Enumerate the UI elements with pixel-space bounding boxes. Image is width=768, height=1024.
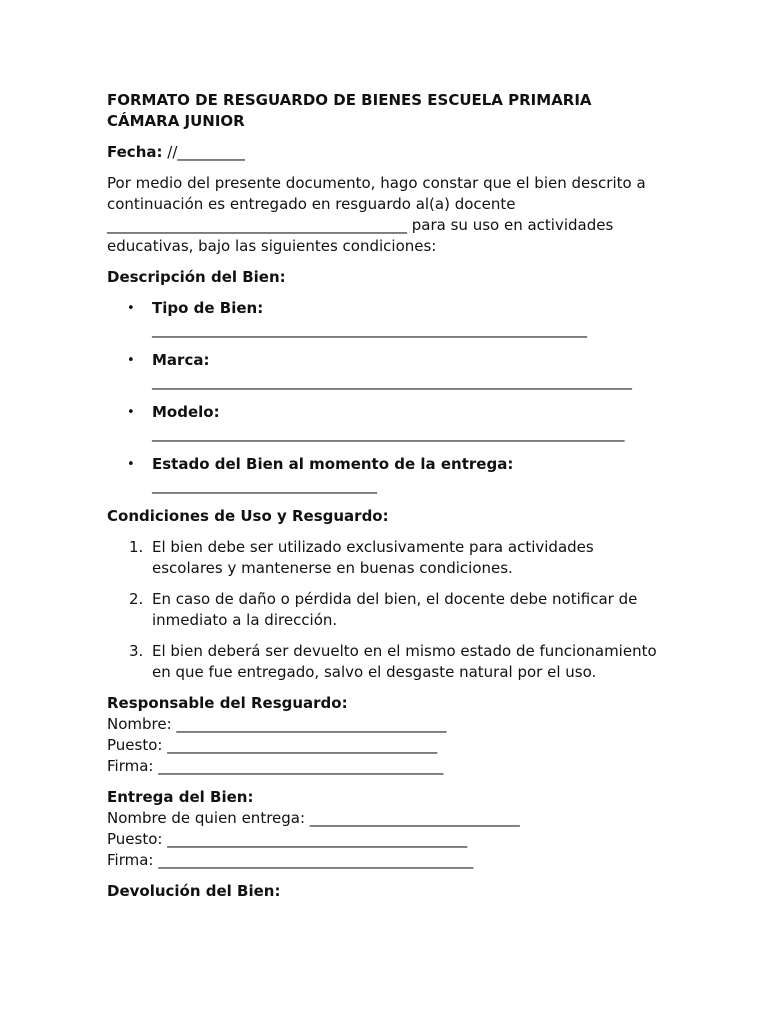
responsable-firma: Firma: ______________________________________ [107, 757, 444, 775]
item-number: 1. [129, 538, 144, 556]
intro-line: Por medio del presente documento, hago constar que el bien descrito a [107, 174, 646, 192]
intro-line: educativas, bajo las siguientes condiciones: [107, 237, 437, 255]
item-text: El bien debe ser utilizado exclusivamente para actividades [152, 538, 594, 556]
blank-field: ________________________________________________________________ [152, 372, 632, 390]
bullet-icon: • [127, 353, 135, 368]
bullet-icon: • [127, 301, 135, 316]
fecha-value: //_________ [162, 143, 245, 161]
item-text: El bien deberá ser devuelto en el mismo estado de funcionamiento [152, 642, 657, 660]
responsable-section [107, 693, 667, 777]
responsable-puesto: Puesto: ____________________________________ [107, 736, 438, 754]
item-text: En caso de daño o pérdida del bien, el docente debe notificar de [152, 590, 638, 608]
entrega-section [107, 787, 667, 871]
descripcion-heading: Descripción del Bien: [107, 268, 286, 286]
item-text: escolares y mantenerse en buenas condiciones. [152, 559, 513, 577]
bullet-icon: • [127, 457, 135, 472]
descripcion-list [107, 298, 667, 496]
item-label: Marca: [152, 351, 210, 369]
bullet-icon: • [127, 405, 135, 420]
list-item [107, 641, 667, 683]
item-text: en que fue entregado, salvo el desgaste natural por el uso. [152, 663, 597, 681]
entrega-heading: Entrega del Bien: [107, 788, 254, 806]
blank-field: ______________________________ [152, 476, 377, 494]
item-label: Modelo: [152, 403, 220, 421]
list-item [107, 589, 667, 631]
responsable-heading: Responsable del Resguardo: [107, 694, 348, 712]
condiciones-list [107, 537, 667, 683]
blank-field: _______________________________________________________________ [152, 424, 625, 442]
entrega-firma: Firma: __________________________________________ [107, 851, 474, 869]
list-item [107, 454, 667, 496]
document [107, 90, 667, 902]
list-item [107, 350, 667, 392]
blank-field: __________________________________________________________ [152, 320, 587, 338]
intro-line: ________________________________________ para su uso en actividades [107, 216, 614, 234]
intro-line: continuación es entregado en resguardo al(a) docente [107, 195, 516, 213]
item-number: 2. [129, 590, 144, 608]
fecha-line [107, 142, 667, 163]
item-label: Estado del Bien al momento de la entrega: [152, 455, 514, 473]
entrega-nombre: Nombre de quien entrega: ____________________________ [107, 809, 520, 827]
list-item [107, 537, 667, 579]
document-title: FORMATO DE RESGUARDO DE BIENES ESCUELA PRIMARIA CÁMARA JUNIOR [107, 91, 592, 130]
fecha-label: Fecha: [107, 143, 163, 161]
entrega-puesto: Puesto: ________________________________________ [107, 830, 468, 848]
item-label: Tipo de Bien: [152, 299, 264, 317]
intro-paragraph [107, 173, 667, 257]
responsable-nombre: Nombre: ____________________________________ [107, 715, 447, 733]
item-text: inmediato a la dirección. [152, 611, 338, 629]
devolucion-heading: Devolución del Bien: [107, 882, 281, 900]
item-number: 3. [129, 642, 144, 660]
list-item [107, 402, 667, 444]
list-item [107, 298, 667, 340]
condiciones-heading: Condiciones de Uso y Resguardo: [107, 507, 389, 525]
